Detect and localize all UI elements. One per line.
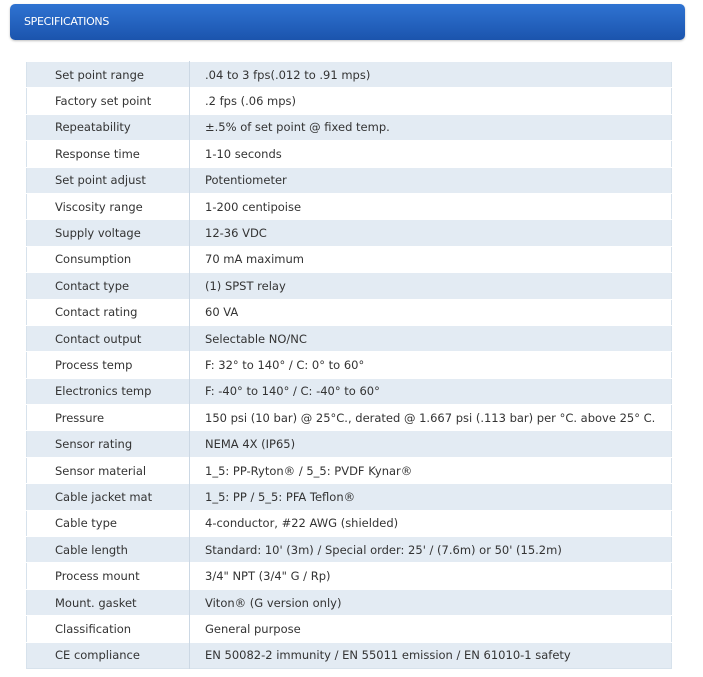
spec-label: Contact rating (27, 299, 190, 325)
table-row (27, 378, 672, 404)
spec-value: F: -40° to 140° / C: -40° to 60° (190, 378, 672, 404)
spec-value: 1_5: PP-Ryton® / 5_5: PVDF Kynar® (190, 457, 672, 483)
spec-label: Factory set point (27, 88, 190, 114)
section-title: SPECIFICATIONS (24, 15, 110, 28)
table-row (27, 484, 672, 510)
table-row (27, 167, 672, 193)
spec-label: Response time (27, 141, 190, 167)
spec-label: Set point adjust (27, 167, 190, 193)
spec-value: .04 to 3 fps(.012 to .91 mps) (190, 62, 672, 88)
spec-label: Cable jacket mat (27, 484, 190, 510)
table-row (27, 246, 672, 272)
table-row (27, 141, 672, 167)
table-row (27, 457, 672, 483)
spec-value: 4-conductor, #22 AWG (shielded) (190, 510, 672, 536)
spec-label: Classification (27, 616, 190, 642)
spec-value: .2 fps (.06 mps) (190, 88, 672, 114)
spec-label: Viscosity range (27, 193, 190, 219)
spec-label: Consumption (27, 246, 190, 272)
spec-label: Mount. gasket (27, 589, 190, 615)
spec-label: Process mount (27, 563, 190, 589)
table-row (27, 273, 672, 299)
spec-label: Repeatability (27, 114, 190, 140)
spec-value: Viton® (G version only) (190, 589, 672, 615)
table-row (27, 563, 672, 589)
spec-value: Potentiometer (190, 167, 672, 193)
specifications-table (26, 61, 672, 669)
table-row (27, 405, 672, 431)
table-row (27, 510, 672, 536)
spec-value: EN 50082-2 immunity / EN 55011 emission / EN 61010-1 safety (190, 642, 672, 668)
table-row (27, 642, 672, 668)
spec-value: General purpose (190, 616, 672, 642)
spec-value: ±.5% of set point @ fixed temp. (190, 114, 672, 140)
spec-label: Contact type (27, 273, 190, 299)
spec-value: F: 32° to 140° / C: 0° to 60° (190, 352, 672, 378)
spec-value: 1_5: PP / 5_5: PFA Teflon® (190, 484, 672, 510)
table-row (27, 299, 672, 325)
spec-value: 1-10 seconds (190, 141, 672, 167)
table-row (27, 537, 672, 563)
spec-value: Selectable NO/NC (190, 325, 672, 351)
spec-value: 3/4" NPT (3/4" G / Rp) (190, 563, 672, 589)
table-row (27, 325, 672, 351)
section-header (10, 4, 685, 40)
spec-value: (1) SPST relay (190, 273, 672, 299)
spec-label: Sensor material (27, 457, 190, 483)
table-row (27, 114, 672, 140)
spec-value: NEMA 4X (IP65) (190, 431, 672, 457)
spec-label: Contact output (27, 325, 190, 351)
spec-value: 70 mA maximum (190, 246, 672, 272)
table-row (27, 589, 672, 615)
spec-value: 1-200 centipoise (190, 193, 672, 219)
spec-label: Supply voltage (27, 220, 190, 246)
table-row (27, 616, 672, 642)
table-row (27, 193, 672, 219)
spec-label: Cable length (27, 537, 190, 563)
spec-label: Pressure (27, 405, 190, 431)
table-row (27, 62, 672, 88)
spec-value: Standard: 10' (3m) / Special order: 25' / (7.6m) or 50' (15.2m) (190, 537, 672, 563)
table-row (27, 88, 672, 114)
table-row (27, 220, 672, 246)
spec-value: 60 VA (190, 299, 672, 325)
table-row (27, 352, 672, 378)
spec-label: Set point range (27, 62, 190, 88)
spec-label: Electronics temp (27, 378, 190, 404)
spec-label: Process temp (27, 352, 190, 378)
spec-value: 150 psi (10 bar) @ 25°C., derated @ 1.667 psi (.113 bar) per °C. above 25° C. (190, 405, 672, 431)
table-row (27, 431, 672, 457)
spec-label: Sensor rating (27, 431, 190, 457)
spec-label: CE compliance (27, 642, 190, 668)
spec-label: Cable type (27, 510, 190, 536)
spec-value: 12-36 VDC (190, 220, 672, 246)
